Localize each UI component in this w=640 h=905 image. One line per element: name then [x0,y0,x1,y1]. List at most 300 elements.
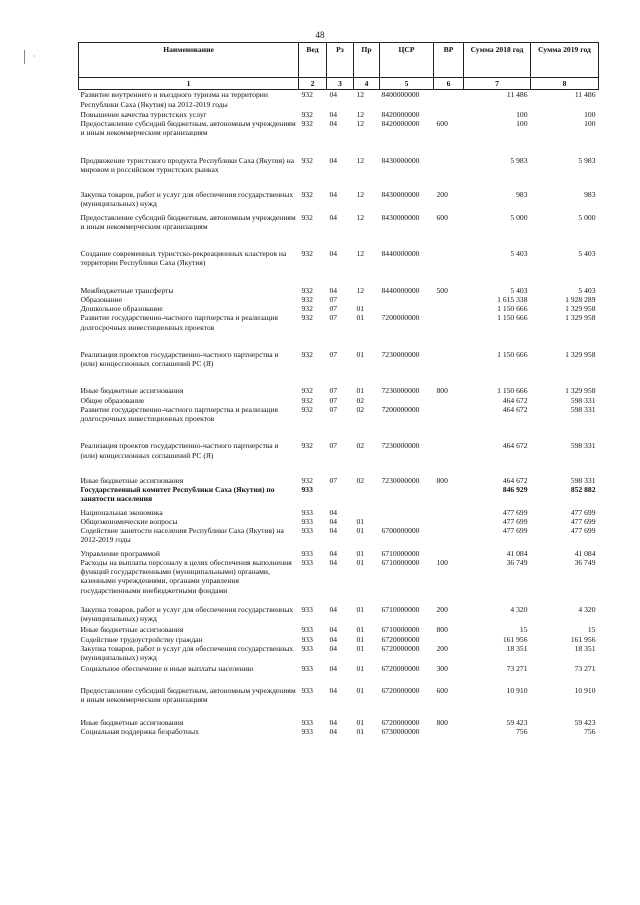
cell-vr [434,549,464,558]
cell-pr: 01 [356,718,365,727]
cell-ved: 933 [301,526,313,535]
cell-name: Расходы на выплаты персоналу в целях обеспечения выполнения функций государственными (муниципальными) органами, казенными учреждениями, органами управления государственными внебюджетными фондами [80,557,292,595]
cell-vr: 800 [436,625,448,635]
cell-name: Содействие занятости населения Республики Саха (Якутия) на 2012-2019 годы [80,526,284,545]
cell-sum-2018: 100 [516,119,528,128]
table-row [79,644,599,663]
cell-csr: 6730000000 [381,727,420,737]
cell-rz: 04 [329,604,338,614]
table-row [79,119,599,138]
cell-rz: 04 [329,634,338,644]
table-row [79,625,599,634]
cell-rz [327,485,354,504]
table-row [79,286,599,295]
table-row [79,90,599,109]
cell-ved: 933 [301,634,313,644]
cell-rz: 04 [329,643,338,653]
table-row [79,110,599,119]
cell-ved: 933 [301,485,313,494]
table-row [79,386,599,395]
cell-vr [434,441,464,460]
cell-rz: 04 [329,119,338,128]
cell-rz: 04 [329,727,338,737]
cell-csr: 7230000000 [381,349,420,359]
cell-rz: 04 [329,507,338,517]
cell-sum-2019: 598 331 [570,441,596,451]
cell-sum-2019: 10 910 [574,685,596,695]
cell-sum-2018: 59 423 [506,718,528,727]
cell-csr: 8420000000 [381,119,420,128]
cell-rz: 04 [329,526,338,535]
cell-sum-2019: 5 403 [578,249,596,258]
cell-sum-2018: 5 983 [510,155,528,165]
cell-sum-2019: 5 983 [578,155,596,165]
cell-csr: 7230000000 [381,441,420,451]
header-row [79,43,599,78]
page-number: 48 [315,30,325,40]
row-spacer [79,423,599,441]
row-spacer [79,704,599,718]
cell-name: Дошкольное образование [80,304,163,313]
cell-pr: 12 [356,190,365,199]
cell-pr: 01 [356,634,365,644]
cell-csr: 6710000000 [381,604,420,614]
header-csr: ЦСР [380,43,434,78]
cell-ved: 933 [301,625,313,635]
cell-ved: 933 [301,685,313,695]
cell-ved: 933 [301,604,313,614]
cell-ved: 932 [301,285,313,295]
table-row [79,441,599,460]
row-spacer [79,138,599,156]
cell-sum-2018: 1 150 666 [497,386,528,396]
cell-csr: 6710000000 [381,557,420,567]
cell-rz: 04 [329,285,338,295]
cell-vr [434,727,464,736]
cell-vr [434,249,464,268]
cell-vr: 200 [436,190,448,199]
cell-pr: 02 [356,395,365,405]
cell-vr: 600 [436,685,448,695]
cell-sum-2018: 36 749 [506,557,528,567]
table-row [79,476,599,485]
cell-pr: 02 [356,475,365,485]
cell-name: Иные бюджетные ассигнования [80,386,184,396]
cell-csr: 7200000000 [381,313,420,323]
table-row [79,605,599,624]
cell-ved: 933 [301,718,313,727]
cell-name: Управление программой [80,548,160,558]
cell-name: Продвижение туристского продукта Республики Саха (Якутия) на мировом и российском туристских рынках [80,155,295,174]
cell-rz: 07 [329,441,338,451]
table-row [79,664,599,673]
cell-vr: 100 [436,557,448,567]
cell-sum-2018: 11 486 [506,90,528,100]
cell-name: Национальная экономика [80,507,163,517]
cell-ved: 932 [301,304,313,313]
cell-csr [380,517,434,526]
cell-pr: 12 [356,212,365,222]
cell-sum-2019: 1 329 958 [565,313,596,323]
cell-ved: 932 [301,190,313,199]
cell-pr: 12 [356,90,365,100]
column-number: 8 [531,78,599,90]
cell-pr: 01 [356,643,365,653]
cell-csr: 7200000000 [381,404,420,414]
cell-vr [434,635,464,644]
cell-vr: 600 [436,119,448,128]
cell-vr: 800 [436,475,448,485]
table-row [79,405,599,424]
cell-pr: 01 [356,685,365,695]
header-pr: Пр [354,43,380,78]
cell-vr: 600 [436,212,448,222]
cell-rz: 04 [329,155,338,165]
cell-rz: 04 [329,249,338,258]
cell-rz: 04 [329,548,338,558]
cell-rz: 07 [329,313,338,323]
cell-sum-2018: 464 672 [502,441,528,451]
cell-rz: 04 [329,90,338,100]
cell-csr: 6720000000 [381,664,420,674]
cell-pr: 01 [356,516,365,526]
cell-sum-2019: 5 403 [578,285,596,295]
cell-name: Закупка товаров, работ и услуг для обеспечения государственных (муниципальных) нужд [80,604,294,623]
cell-ved: 933 [301,727,313,737]
cell-csr: 8400000000 [381,90,420,100]
cell-vr [434,485,464,504]
row-spacer [79,460,599,476]
cell-pr: 12 [356,249,365,258]
row-spacer [79,595,599,605]
column-number-row [79,78,599,90]
cell-ved: 932 [301,212,313,222]
cell-vr [434,304,464,313]
cell-sum-2018: 4 320 [510,604,528,614]
cell-name: Иные бюджетные ассигнования [80,625,184,635]
cell-ved: 932 [301,109,313,119]
cell-name: Реализация проектов государственно-частного партнерства и (или) концессионных соглашений РС (Я) [80,349,279,368]
cell-csr: 6710000000 [381,548,420,558]
cell-vr: 200 [436,604,448,614]
row-spacer [79,268,599,286]
cell-pr: 02 [356,441,365,451]
cell-csr [380,304,434,313]
cell-sum-2019: 1 329 958 [565,349,596,359]
cell-name: Общеэкономические вопросы [80,516,178,526]
cell-pr: 01 [356,548,365,558]
cell-csr: 8440000000 [381,249,420,258]
cell-vr [434,110,464,119]
cell-sum-2019: 15 [587,625,596,635]
cell-csr: 7230000000 [381,386,420,396]
table-row [79,558,599,595]
cell-vr [434,517,464,526]
cell-pr: 01 [356,526,365,535]
cell-csr [380,485,434,504]
cell-sum-2019: 18 351 [574,643,596,653]
cell-name: Развитие государственно-частного партнерства и реализация долгосрочных инвестиционных проектов [80,404,278,423]
cell-pr: 12 [356,109,365,119]
cell-vr [434,90,464,109]
header-ved: Вед [299,43,327,78]
cell-vr [434,526,464,545]
cell-sum-2019: 5 000 [578,212,596,222]
column-number: 4 [354,78,380,90]
cell-rz: 07 [329,294,338,304]
cell-sum-2019: 4 320 [578,604,596,614]
cell-sum-2018: 846 929 [502,485,528,494]
cell-ved: 932 [301,155,313,165]
cell-vr [434,156,464,175]
table-row [79,350,599,369]
cell-ved: 933 [301,664,313,674]
cell-sum-2018: 18 351 [506,643,528,653]
cell-name: Содействие трудоустройству граждан [80,634,203,644]
cell-name: Общее образование [80,395,145,405]
table-row [79,190,599,209]
cell-name: Развитие внутреннего и въездного туризма на территории Республики Саха (Якутия) на 2012-2019 годы [80,90,268,109]
cell-rz: 07 [329,304,338,313]
cell-sum-2018: 5 403 [510,249,528,258]
cell-vr [434,405,464,424]
cell-ved: 933 [301,548,313,558]
row-spacer [79,332,599,350]
table-row [79,485,599,504]
cell-rz: 07 [329,349,338,359]
cell-name: Повышение качества туристских услуг [80,109,207,119]
cell-sum-2018: 756 [516,727,528,737]
cell-ved: 932 [301,90,313,100]
cell-ved: 932 [301,441,313,451]
row-spacer [79,231,599,249]
cell-csr: 6720000000 [381,685,420,695]
cell-sum-2019: 477 699 [570,526,596,535]
table-row [79,295,599,304]
cell-sum-2019: 100 [584,109,596,119]
cell-ved: 932 [301,386,313,396]
cell-name: Иные бюджетные ассигнования [80,718,184,727]
cell-csr: 6700000000 [381,526,420,535]
cell-pr [354,295,380,304]
cell-name: Реализация проектов государственно-частного партнерства и (или) концессионных соглашений РС (Я) [80,441,279,460]
cell-pr: 01 [356,664,365,674]
cell-pr: 01 [356,349,365,359]
cell-ved: 933 [301,557,313,567]
cell-sum-2018: 983 [516,190,528,199]
cell-sum-2018: 477 699 [502,526,528,535]
row-spacer [79,174,599,190]
cell-name: Закупка товаров, работ и услуг для обеспечения государственных (муниципальных) нужд [80,190,294,209]
table-row [79,213,599,232]
cell-sum-2019: 477 699 [570,516,596,526]
cell-ved: 932 [301,404,313,414]
cell-csr: 8420000000 [381,109,420,119]
table-row [79,313,599,332]
cell-pr: 12 [356,119,365,128]
cell-csr: 6720000000 [381,643,420,653]
cell-vr [434,350,464,369]
table-row [79,508,599,517]
cell-csr [380,295,434,304]
table-row [79,249,599,268]
cell-name: Предоставление субсидий бюджетным, автономным учреждениям и иным некоммерческим организациям [80,685,296,704]
cell-csr: 6720000000 [381,718,420,727]
cell-name: Образование [80,294,123,304]
cell-sum-2018: 1 615 338 [497,294,528,304]
cell-name: Социальная поддержка безработных [80,727,199,737]
table-row [79,156,599,175]
cell-sum-2019: 983 [584,190,596,199]
cell-sum-2018: 1 150 666 [497,304,528,313]
cell-sum-2019: 1 329 958 [565,386,596,396]
cell-ved: 932 [301,349,313,359]
cell-sum-2019: 41 084 [574,548,596,558]
table-row [79,549,599,558]
table-row [79,686,599,705]
cell-sum-2018: 5 403 [510,285,528,295]
cell-pr: 01 [356,604,365,614]
row-spacer [79,674,599,686]
cell-rz: 04 [329,664,338,674]
cell-name: Предоставление субсидий бюджетным, автономным учреждениям и иным некоммерческим организациям [80,212,296,231]
cell-csr [380,508,434,517]
table-row [79,304,599,313]
column-number: 7 [464,78,531,90]
cell-ved: 933 [301,507,313,517]
table-body [79,90,599,737]
cell-rz: 04 [329,718,338,727]
header-vr: ВР [434,43,464,78]
cell-pr: 01 [356,557,365,567]
header-sum-2019: Сумма 2019 год [531,43,599,78]
row-spacer [79,368,599,386]
cell-sum-2019: 852 882 [570,485,596,494]
cell-pr: 02 [356,404,365,414]
cell-sum-2018: 477 699 [502,516,528,526]
cell-sum-2018: 100 [516,109,528,119]
cell-sum-2018: 464 672 [502,404,528,414]
header-rz: Рз [327,43,354,78]
cell-sum-2019: 598 331 [570,395,596,405]
cell-sum-2018: 5 000 [510,212,528,222]
cell-vr: 800 [436,386,448,396]
cell-pr: 01 [356,313,365,323]
header-sum-2018: Сумма 2018 год [464,43,531,78]
cell-rz: 04 [329,625,338,635]
cell-rz: 07 [329,404,338,414]
cell-sum-2019: 11 486 [574,90,596,100]
cell-sum-2019: 161 956 [570,634,596,644]
cell-rz: 07 [329,386,338,396]
cell-rz: 04 [329,109,338,119]
column-number: 6 [434,78,464,90]
cell-rz: 04 [329,516,338,526]
cell-name: Государственный комитет Республики Саха (Якутия) по занятости населения [80,485,275,504]
cell-name: Межбюджетные трансферты [80,285,174,295]
cell-ved: 932 [301,313,313,323]
margin-mark [24,50,25,64]
cell-rz: 04 [329,685,338,695]
cell-pr: 01 [356,304,365,313]
cell-pr: 01 [356,727,365,737]
cell-sum-2019: 36 749 [574,557,596,567]
cell-sum-2018: 1 150 666 [497,349,528,359]
cell-rz: 04 [329,212,338,222]
column-number: 5 [380,78,434,90]
cell-name: Иные бюджетные ассигнования [80,475,184,485]
cell-sum-2019: 59 423 [574,718,596,727]
cell-rz: 04 [329,557,338,567]
cell-csr: 8430000000 [381,155,420,165]
cell-vr [434,396,464,405]
cell-sum-2018: 161 956 [502,634,528,644]
cell-sum-2018: 41 084 [506,548,528,558]
cell-name: Создание современных туристско-рекреационных кластеров на территории Республики Саха (Якутия) [80,249,287,268]
column-number: 2 [299,78,327,90]
cell-sum-2018: 464 672 [502,475,528,485]
cell-ved: 932 [301,119,313,128]
table-row [79,718,599,727]
cell-pr: 12 [356,285,365,295]
cell-vr [434,295,464,304]
cell-ved: 932 [301,395,313,405]
cell-name: Предоставление субсидий бюджетным, автономным учреждениям и иным некоммерческим организациям [80,119,296,138]
cell-vr: 200 [436,643,448,653]
cell-sum-2019: 477 699 [570,507,596,517]
cell-csr: 8430000000 [381,190,420,199]
cell-vr [434,508,464,517]
column-number: 1 [79,78,299,90]
cell-sum-2019: 1 928 289 [565,294,596,304]
cell-ved: 933 [301,643,313,653]
cell-rz: 04 [329,190,338,199]
cell-pr [354,485,380,504]
column-number: 3 [327,78,354,90]
table-row [79,727,599,736]
cell-pr: 01 [356,386,365,396]
cell-sum-2018: 10 910 [506,685,528,695]
cell-vr: 300 [436,664,448,674]
cell-ved: 933 [301,516,313,526]
table-row [79,635,599,644]
cell-sum-2019: 100 [584,119,596,128]
cell-csr: 6720000000 [381,634,420,644]
cell-sum-2019: 598 331 [570,404,596,414]
cell-csr: 6710000000 [381,625,420,635]
cell-sum-2019: 756 [584,727,596,737]
cell-sum-2019: 73 271 [574,664,596,674]
cell-pr: 01 [356,625,365,635]
cell-vr: 800 [436,718,448,727]
cell-sum-2018: 477 699 [502,507,528,517]
cell-sum-2019: 598 331 [570,475,596,485]
cell-pr: 12 [356,155,365,165]
cell-rz: 07 [329,395,338,405]
cell-pr [354,508,380,517]
cell-ved: 932 [301,249,313,258]
cell-name: Развитие государственно-частного партнерства и реализация долгосрочных инвестиционных проектов [80,313,278,332]
cell-csr: 7230000000 [381,475,420,485]
cell-name: Социальное обеспечение и иные выплаты населению [80,664,254,674]
cell-sum-2018: 464 672 [502,395,528,405]
cell-rz: 07 [329,475,338,485]
cell-sum-2018: 73 271 [506,664,528,674]
cell-csr [380,396,434,405]
header-name: Наименование [79,43,299,78]
cell-csr: 8440000000 [381,285,420,295]
table-row [79,396,599,405]
